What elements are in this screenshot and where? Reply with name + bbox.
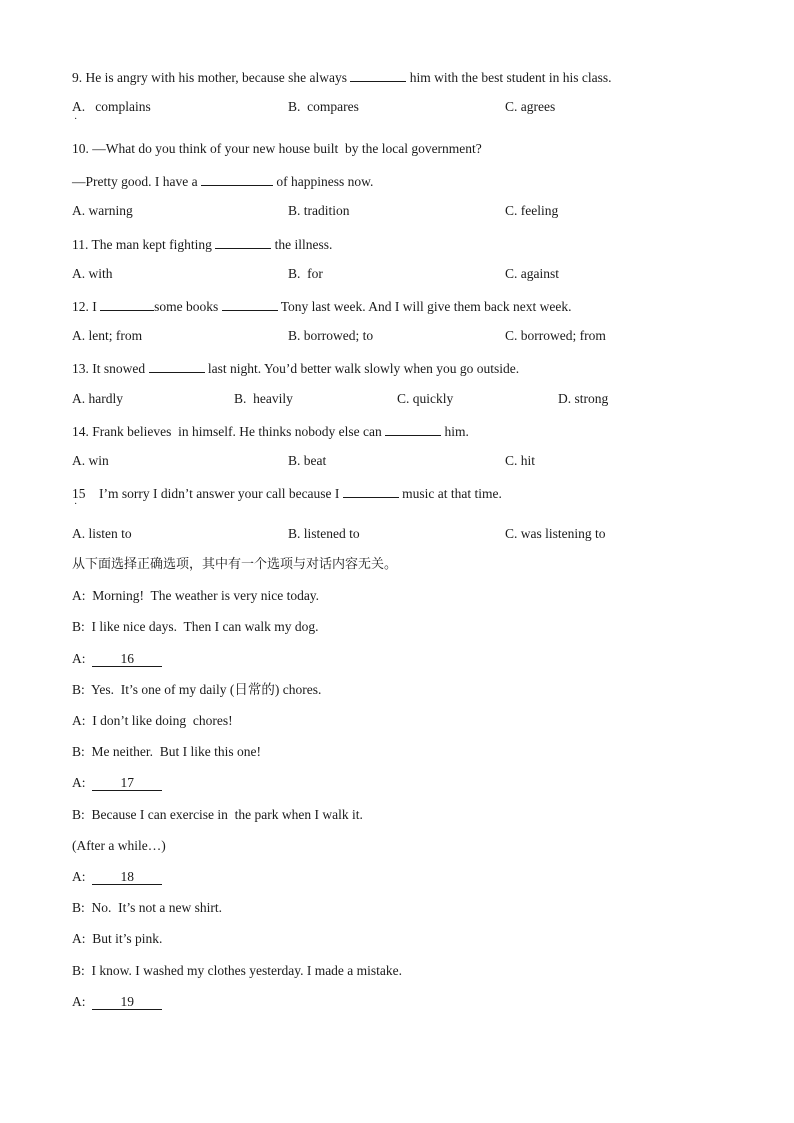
option-c: C. borrowed; from	[505, 328, 606, 343]
stem-text: —Pretty good. I have a	[72, 174, 201, 189]
option-a: A. complains	[72, 99, 151, 114]
option-b: B. borrowed; to	[288, 328, 374, 343]
option-b: B. for	[288, 266, 323, 281]
speaker-label: A:	[72, 994, 93, 1009]
stem-text: Tony last week. And I will give them back next week.	[277, 299, 572, 314]
dialogue-line: A: Morning! The weather is very nice today.	[72, 588, 320, 603]
speaker-label: A:	[72, 651, 93, 666]
question-12-options	[72, 327, 752, 345]
stem-text: 15 I’m sorry I didn’t answer your call because I	[72, 486, 343, 501]
dialogue-blank-line	[72, 774, 162, 792]
question-10-reply	[72, 171, 373, 191]
dialogue-line: B: I know. I washed my clothes yesterday. I made a mistake.	[72, 963, 403, 978]
stem-text: the illness.	[271, 237, 333, 252]
option-c: C. feeling	[505, 203, 559, 218]
question-12-stem	[72, 296, 572, 316]
dot-mark: ·	[74, 499, 78, 510]
option-b: B. listened to	[288, 526, 360, 541]
answer-blank	[222, 296, 278, 311]
dialogue-line: A: I don’t like doing chores!	[72, 713, 233, 728]
stem-text: him.	[441, 424, 469, 439]
answer-blank	[385, 421, 441, 436]
option-d: D. strong	[558, 391, 609, 406]
question-13-stem	[72, 358, 519, 378]
option-a: A. warning	[72, 203, 133, 218]
dialogue-blank-line	[72, 993, 162, 1011]
option-a: A. hardly	[72, 391, 123, 406]
dialogue-line: A: But it’s pink.	[72, 931, 163, 946]
blank-number: 16	[92, 652, 162, 667]
option-c: C. agrees	[505, 99, 556, 114]
dialogue-line: (After a while…)	[72, 838, 166, 853]
stem-text: 9. He is angry with his mother, because she always	[72, 70, 351, 85]
stem-text: of happiness now.	[272, 174, 374, 189]
answer-blank	[100, 296, 154, 311]
dialogue-blank-line	[72, 650, 162, 668]
dialogue-line: B: Yes. It’s one of my daily (日常的) chores.	[72, 682, 322, 697]
question-15-stem	[72, 483, 502, 503]
blank-number: 17	[92, 776, 162, 791]
answer-blank	[201, 171, 273, 186]
stem-text: 14. Frank believes in himself. He thinks nobody else can	[72, 424, 386, 439]
question-11-stem	[72, 234, 332, 254]
option-a: A. with	[72, 266, 113, 281]
option-c: C. hit	[505, 453, 536, 468]
answer-blank	[215, 234, 271, 249]
question-9-options	[72, 98, 752, 116]
question-14-stem	[72, 421, 469, 441]
option-b: B. heavily	[234, 391, 293, 406]
stem-text: him with the best student in his class.	[406, 70, 612, 85]
stem-text: 12. I	[72, 299, 101, 314]
section-instruction: 从下面选择正确选项，其中有一个选项与对话内容无关。	[72, 557, 398, 572]
dialogue-line: B: I like nice days. Then I can walk my dog.	[72, 619, 319, 634]
stem-text: last night. You’d better walk slowly when you go outside.	[204, 361, 520, 376]
question-9-stem	[72, 67, 612, 87]
stem-text: music at that time.	[398, 486, 502, 501]
question-14-options	[72, 452, 752, 470]
blank-number: 18	[92, 870, 162, 885]
question-13-options	[72, 390, 752, 408]
blank-number: 19	[92, 995, 162, 1010]
option-c: C. was listening to	[505, 526, 606, 541]
option-b: B. beat	[288, 453, 327, 468]
option-a: A. listen to	[72, 526, 132, 541]
question-10-options	[72, 202, 752, 220]
stem-text: some books	[154, 299, 222, 314]
dialogue-line: B: No. It’s not a new shirt.	[72, 900, 222, 915]
stem-text: 11. The man kept fighting	[72, 237, 216, 252]
dialogue-line: B: Because I can exercise in the park when I walk it.	[72, 807, 363, 822]
dot-mark: ·	[74, 114, 78, 125]
answer-blank	[149, 358, 205, 373]
option-c: C. against	[505, 266, 559, 281]
dialogue-line: B: Me neither. But I like this one!	[72, 744, 261, 759]
speaker-label: A:	[72, 775, 93, 790]
option-a: A. lent; from	[72, 328, 143, 343]
stem-text: 13. It snowed	[72, 361, 149, 376]
question-15-options	[72, 525, 752, 543]
dialogue-blank-line	[72, 868, 162, 886]
question-11-options	[72, 265, 752, 283]
question-10-stem: 10. —What do you think of your new house built by the local government?	[72, 141, 482, 156]
option-b: B. tradition	[288, 203, 350, 218]
option-b: B. compares	[288, 99, 359, 114]
speaker-label: A:	[72, 869, 93, 884]
answer-blank	[343, 483, 399, 498]
option-c: C. quickly	[397, 391, 454, 406]
answer-blank	[350, 67, 406, 82]
option-a: A. win	[72, 453, 109, 468]
